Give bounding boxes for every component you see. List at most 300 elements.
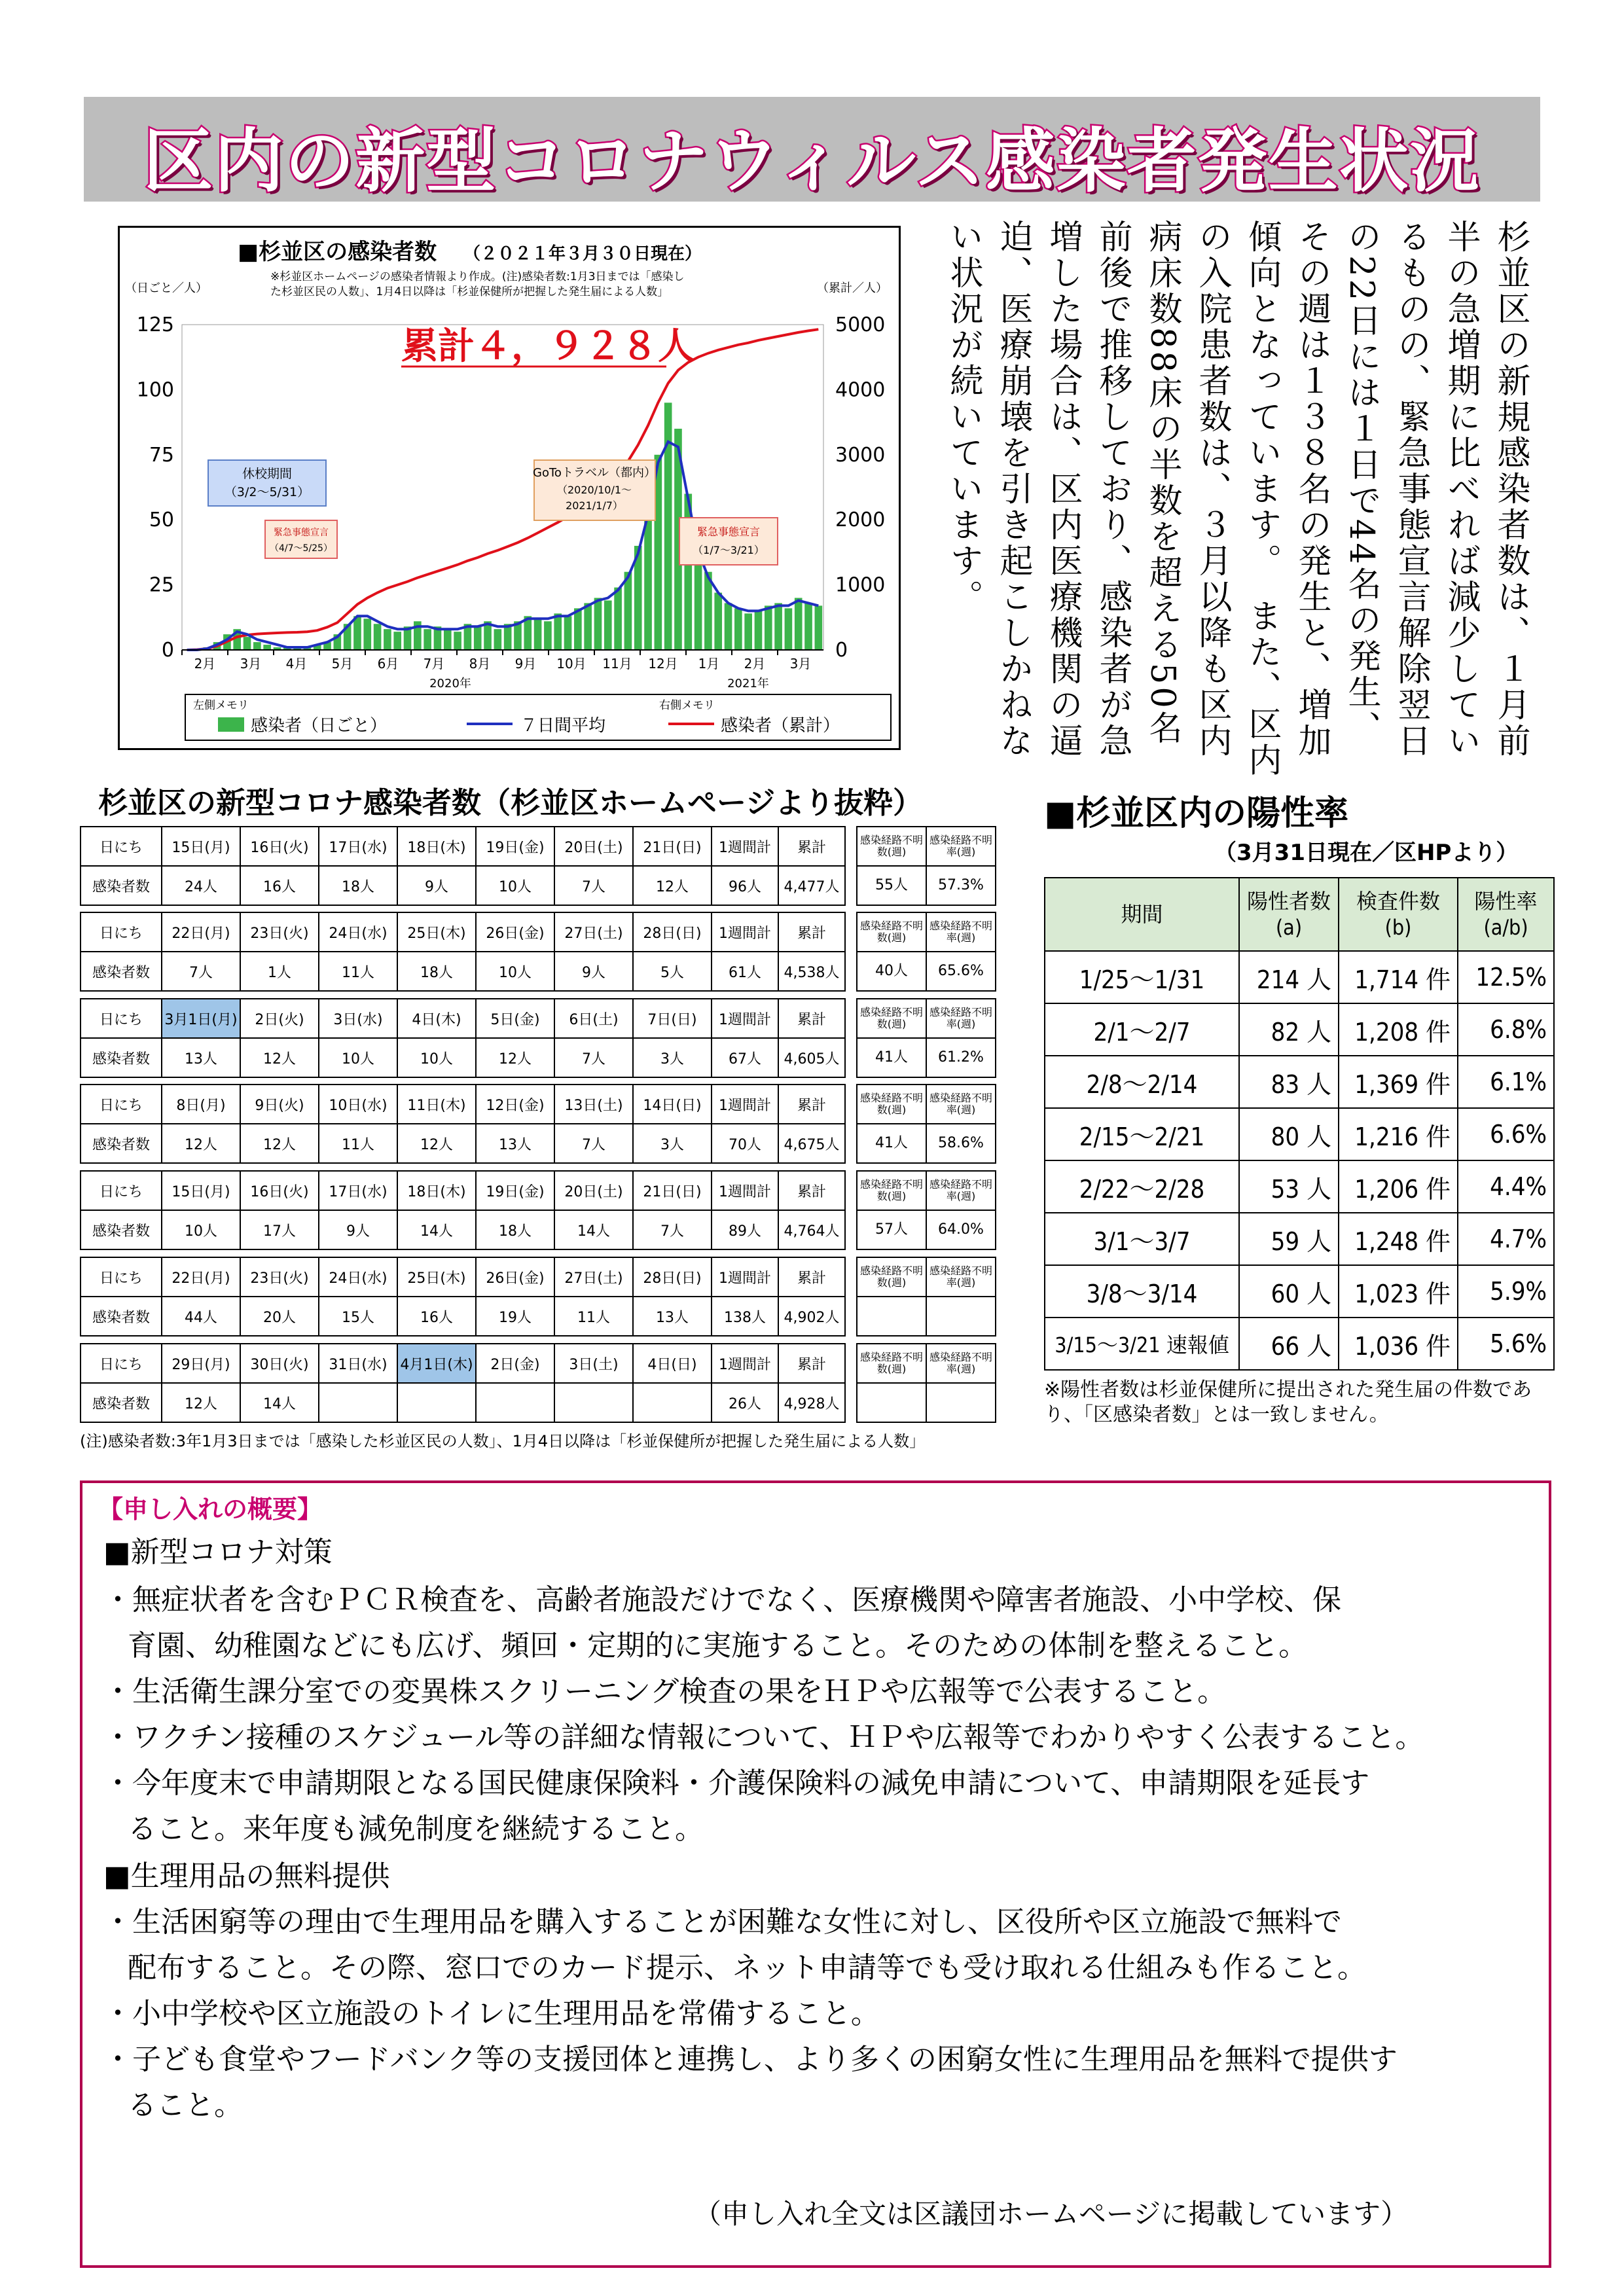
header-positive-label: 陽性者数: [1246, 889, 1331, 914]
route-value-row: [857, 1038, 996, 1077]
table-cell: 3月1日(月): [162, 999, 240, 1038]
header-rate-unit: (a/b): [1483, 915, 1528, 940]
weekly-table: [80, 826, 846, 906]
positivity-positive: 83 人: [1239, 1056, 1339, 1108]
proposal-item: 育園、幼稚園などにも広げ、頻回・定期的に実施すること。そのための体制を整えること。: [128, 1629, 1308, 1662]
route-unknown-table: [856, 1343, 996, 1423]
table-cell: 7人: [554, 1124, 633, 1163]
table-cell: 12人: [162, 1383, 240, 1422]
table-cell: 15日(月): [162, 827, 240, 866]
table-cell: 61人: [712, 952, 778, 991]
route-value: 57人: [857, 1210, 926, 1249]
table-cell: 16人: [397, 1297, 476, 1336]
legend-left-memo: 左側メモリ: [193, 699, 249, 712]
table-cell: 4,902人: [778, 1297, 845, 1336]
route-header: 感染経路不明率(週): [926, 999, 996, 1038]
count-row: [81, 952, 845, 991]
positivity-period: 2/15～2/21: [1045, 1108, 1239, 1160]
closure-range: （3/2～5/31）: [224, 485, 310, 499]
daily-bar: [384, 629, 391, 650]
daily-bar: [584, 603, 592, 650]
positivity-body: [1045, 951, 1554, 1370]
header-tests-unit: (b): [1384, 915, 1412, 940]
chart-note-1: ※杉並区ホームページの感染者情報より作成。(注)感染者数:1月3日までは「感染し: [270, 270, 685, 283]
table-cell: 1週間計: [712, 1257, 778, 1297]
daily-bar: [804, 603, 812, 650]
total-label: 累計４，９２８人: [401, 325, 695, 368]
title-banner: [84, 97, 1540, 202]
route-header-row: [857, 1171, 996, 1210]
route-value-row: [857, 1297, 996, 1336]
positivity-tests: 1,369 件: [1339, 1056, 1458, 1108]
route-header-row: [857, 1257, 996, 1297]
table-cell: 8日(月): [162, 1085, 240, 1124]
table-cell: 21日(日): [633, 1171, 712, 1210]
table-cell: 1週間計: [712, 912, 778, 952]
table-cell: 70人: [712, 1124, 778, 1163]
route-header: 感染経路不明数(週): [857, 999, 926, 1038]
table-cell: 7人: [162, 952, 240, 991]
emergency1-label: 緊急事態宣言: [274, 528, 329, 538]
x-tick-label: 5月: [331, 656, 353, 672]
daily-bar: [774, 603, 782, 650]
table-cell: 4,928人: [778, 1383, 845, 1422]
positivity-tests: 1,206 件: [1339, 1160, 1458, 1213]
positivity-period: 3/1～3/7: [1045, 1213, 1239, 1265]
route-header: 感染経路不明率(週): [926, 1344, 996, 1383]
left-tick-label: 125: [136, 314, 174, 336]
daily-bar: [734, 608, 742, 650]
table-cell: [554, 1383, 633, 1422]
positivity-row: [1045, 1318, 1554, 1370]
table-cell: 14人: [554, 1210, 633, 1249]
x-tick-label: 7月: [423, 656, 445, 672]
table-cell: 2日(火): [240, 999, 319, 1038]
table-cell: 27日(土): [554, 912, 633, 952]
proposal-item: ること。: [128, 2089, 243, 2122]
route-header: 感染経路不明数(週): [857, 827, 926, 866]
table-cell: 9日(火): [240, 1085, 319, 1124]
table-cell: 16日(火): [240, 827, 319, 866]
right-tick-label: 2000: [835, 509, 886, 532]
weekly-tables-title: 杉並区の新型コロナ感染者数（杉並区ホームページより抜粋）: [98, 785, 923, 820]
year-2021: 2021年: [727, 677, 769, 691]
proposal-item: ること。来年度も減免制度を継続すること。: [128, 1812, 704, 1846]
positivity-positive: 66 人: [1239, 1318, 1339, 1370]
positivity-rate: 4.7%: [1458, 1213, 1554, 1265]
table-cell: 12人: [162, 1124, 240, 1163]
proposal-item: ・無症状者を含むＰＣＲ検査を、高齢者施設だけでなく、医療機関や障害者施設、小中学校、保: [103, 1583, 1342, 1617]
table-cell: 10人: [397, 1038, 476, 1077]
positivity-period: 2/1～2/7: [1045, 1003, 1239, 1056]
header-rate-label: 陽性率: [1474, 889, 1538, 914]
right-tick-label: 5000: [835, 314, 886, 336]
table-cell: 4,538人: [778, 952, 845, 991]
positivity-rate: 5.6%: [1458, 1318, 1554, 1370]
table-cell: 27日(土): [554, 1257, 633, 1297]
table-cell: 18日(木): [397, 1171, 476, 1210]
table-cell: 感染者数: [81, 1124, 162, 1163]
table-cell: 5日(金): [476, 999, 554, 1038]
table-cell: 7日(日): [633, 999, 712, 1038]
page-title: 区内の新型コロナウィルス感染者発生状況: [143, 121, 1481, 202]
proposal-item: 配布すること。その際、窓口でのカード提示、ネット申請等でも受け取れる仕組みも作ること。: [128, 1951, 1366, 1984]
table-cell: 10人: [476, 866, 554, 905]
positivity-positive: 214 人: [1239, 951, 1339, 1003]
route-value-row: [857, 1210, 996, 1249]
positivity-row: [1045, 1265, 1554, 1318]
table-cell: 15人: [319, 1297, 397, 1336]
legend-avg: ７日間平均: [520, 716, 606, 736]
positivity-table: [1044, 877, 1555, 1371]
table-cell: 14人: [240, 1383, 319, 1422]
daily-bar: [765, 605, 772, 650]
positivity-rate: 4.4%: [1458, 1160, 1554, 1213]
route-value: 57.3%: [926, 866, 996, 905]
table-cell: 22日(月): [162, 912, 240, 952]
proposal-item: ・子ども食堂やフードバンク等の支援団体と連携し、より多くの困窮女性に生理用品を無料で提供す: [103, 2043, 1398, 2076]
route-value: 61.2%: [926, 1038, 996, 1077]
route-value-row: [857, 952, 996, 991]
table-cell: 日にち: [81, 1257, 162, 1297]
route-value-row: [857, 1124, 996, 1163]
daily-bar: [714, 593, 722, 650]
table-cell: 累計: [778, 1257, 845, 1297]
daily-bar: [594, 598, 602, 650]
proposal-section-sanitary: ■生理用品の無料提供: [103, 1859, 390, 1893]
positivity-positive: 82 人: [1239, 1003, 1339, 1056]
positivity-subtitle: （3月31日現在／区HPより）: [1214, 840, 1519, 866]
left-tick-label: 50: [149, 509, 174, 532]
route-value: [857, 1383, 926, 1422]
daily-bar: [744, 613, 752, 650]
table-cell: 感染者数: [81, 1210, 162, 1249]
route-unknown-table: [856, 826, 996, 906]
table-cell: 累計: [778, 912, 845, 952]
table-cell: 累計: [778, 1171, 845, 1210]
table-cell: 17日(水): [319, 1171, 397, 1210]
table-cell: 日にち: [81, 999, 162, 1038]
x-tick-label: 10月: [556, 656, 586, 672]
legend-daily-swatch: [218, 717, 244, 732]
daily-bar: [554, 613, 562, 650]
route-header: 感染経路不明率(週): [926, 827, 996, 866]
table-cell: 11人: [319, 1124, 397, 1163]
right-tick-label: 3000: [835, 443, 886, 467]
count-row: [81, 1038, 845, 1077]
positivity-tests: 1,216 件: [1339, 1108, 1458, 1160]
table-cell: 9人: [554, 952, 633, 991]
table-cell: 24人: [162, 866, 240, 905]
table-cell: 12人: [240, 1124, 319, 1163]
right-tick-label: 4000: [835, 378, 886, 402]
route-header-row: [857, 1344, 996, 1383]
daily-bar: [494, 629, 502, 650]
table-cell: 感染者数: [81, 1297, 162, 1336]
table-cell: 累計: [778, 999, 845, 1038]
weekly-table: [80, 998, 846, 1078]
emergency2-range: （1/7～3/21）: [693, 544, 765, 556]
daily-bar: [614, 588, 622, 650]
positivity-positive: 80 人: [1239, 1108, 1339, 1160]
daily-bar: [815, 605, 823, 650]
table-cell: 2日(金): [476, 1344, 554, 1383]
x-tick-label: 2月: [194, 656, 216, 672]
table-cell: 3人: [633, 1038, 712, 1077]
table-cell: 18日(木): [397, 827, 476, 866]
table-cell: 25日(木): [397, 1257, 476, 1297]
table-cell: 20日(土): [554, 1171, 633, 1210]
chart-title: ■杉並区の感染者数: [238, 239, 437, 265]
table-cell: 7人: [554, 1038, 633, 1077]
header-positive: [1239, 878, 1339, 951]
table-cell: 1週間計: [712, 999, 778, 1038]
left-tick-label: 75: [149, 443, 174, 467]
route-value: 40人: [857, 952, 926, 991]
table-cell: 19日(金): [476, 827, 554, 866]
positivity-title: ■杉並区内の陽性率: [1044, 794, 1349, 833]
table-cell: 日にち: [81, 1085, 162, 1124]
x-tick-label: 11月: [602, 656, 632, 672]
positivity-note: ※陽性者数は杉並保健所に提出された発生届の件数であり、「区感染者数」とは一致しません。: [1044, 1378, 1532, 1426]
daily-bar: [244, 637, 251, 650]
positivity-tests: 1,208 件: [1339, 1003, 1458, 1056]
table-cell: 12日(金): [476, 1085, 554, 1124]
daily-bar: [564, 616, 572, 650]
table-cell: 28日(日): [633, 912, 712, 952]
positivity-positive: 59 人: [1239, 1213, 1339, 1265]
table-cell: 20日(土): [554, 827, 633, 866]
weekly-table: [80, 912, 846, 992]
positivity-rate: 5.9%: [1458, 1265, 1554, 1318]
daily-bar: [604, 600, 612, 650]
daily-bar: [664, 403, 672, 650]
table-cell: 89人: [712, 1210, 778, 1249]
table-cell: 感染者数: [81, 1383, 162, 1422]
positivity-period: 2/8～2/14: [1045, 1056, 1239, 1108]
daily-bar: [393, 632, 401, 650]
route-header: 感染経路不明数(週): [857, 1344, 926, 1383]
header-tests: [1339, 878, 1458, 951]
daily-bar: [574, 608, 582, 650]
table-cell: 日にち: [81, 827, 162, 866]
weekly-note: (注)感染者数:3年1月3日までは「感染した杉並区民の人数」、1月4日以降は「杉並保健所が把握した発生届による人数」: [80, 1432, 926, 1450]
positivity-row: [1045, 1056, 1554, 1108]
table-cell: 1週間計: [712, 1171, 778, 1210]
table-cell: 29日(月): [162, 1344, 240, 1383]
table-cell: 23日(火): [240, 1257, 319, 1297]
chart-svg: [120, 228, 899, 748]
chart-date: （２０２１年３月３０日現在）: [463, 244, 702, 264]
daily-bar: [374, 624, 382, 650]
daily-bar: [263, 645, 271, 650]
table-cell: 10日(水): [319, 1085, 397, 1124]
table-cell: 感染者数: [81, 866, 162, 905]
table-cell: 17人: [240, 1210, 319, 1249]
daily-bar: [755, 611, 763, 650]
x-tick-label: 12月: [648, 656, 678, 672]
positivity-row: [1045, 1213, 1554, 1265]
count-row: [81, 1124, 845, 1163]
positivity-positive: 53 人: [1239, 1160, 1339, 1213]
header-tests-label: 検査件数: [1356, 889, 1440, 914]
table-cell: 4,477人: [778, 866, 845, 905]
route-unknown-table: [856, 998, 996, 1078]
table-cell: 4日(木): [397, 999, 476, 1038]
x-tick-label: 4月: [285, 656, 308, 672]
date-row: [81, 1171, 845, 1210]
route-value: [926, 1383, 996, 1422]
table-cell: 1週間計: [712, 827, 778, 866]
table-cell: 15日(月): [162, 1171, 240, 1210]
daily-bar: [544, 621, 552, 650]
goto-range-2: 2021/1/7）: [566, 499, 623, 512]
table-cell: 14日(日): [633, 1085, 712, 1124]
date-row: [81, 827, 845, 866]
table-cell: 16日(火): [240, 1171, 319, 1210]
emergency2-label: 緊急事態宣言: [696, 526, 761, 538]
table-cell: 11人: [554, 1297, 633, 1336]
table-cell: 感染者数: [81, 1038, 162, 1077]
year-2020: 2020年: [429, 677, 471, 691]
positivity-tests: 1,714 件: [1339, 951, 1458, 1003]
table-cell: 13人: [162, 1038, 240, 1077]
table-cell: 18人: [397, 952, 476, 991]
route-unknown-table: [856, 1170, 996, 1250]
table-cell: 6日(土): [554, 999, 633, 1038]
table-cell: 44人: [162, 1297, 240, 1336]
weekly-table: [80, 1084, 846, 1164]
route-value-row: [857, 1383, 996, 1422]
right-tick-label: 1000: [835, 573, 886, 597]
infection-chart: [118, 226, 901, 750]
table-cell: 9人: [397, 866, 476, 905]
table-cell: 11人: [319, 952, 397, 991]
table-cell: 67人: [712, 1038, 778, 1077]
table-cell: 日にち: [81, 912, 162, 952]
table-cell: 4日(日): [633, 1344, 712, 1383]
table-cell: 累計: [778, 1085, 845, 1124]
chart-note-2: た杉並区民の人数」、1月4日以降は「杉並保健所が把握した発生届による人数」: [270, 285, 669, 298]
x-tick-label: 3月: [789, 656, 812, 672]
table-cell: 1人: [240, 952, 319, 991]
goto-label: GoToトラベル（都内）: [533, 466, 656, 480]
route-header: 感染経路不明率(週): [926, 1257, 996, 1297]
route-value: 58.6%: [926, 1124, 996, 1163]
table-cell: 26日(金): [476, 912, 554, 952]
table-cell: 3日(水): [319, 999, 397, 1038]
positivity-tests: 1,248 件: [1339, 1213, 1458, 1265]
right-tick-label: 0: [835, 639, 848, 662]
table-cell: [633, 1383, 712, 1422]
left-axis-ticks: [137, 314, 174, 662]
x-tick-label: 9月: [514, 656, 537, 672]
positivity-rate: 6.6%: [1458, 1108, 1554, 1160]
legend-daily: 感染者（日ごと）: [251, 716, 388, 736]
x-axis-ticks: [182, 650, 823, 672]
route-header: 感染経路不明数(週): [857, 1171, 926, 1210]
date-row: [81, 1344, 845, 1383]
table-cell: 18人: [319, 866, 397, 905]
positivity-row: [1045, 1108, 1554, 1160]
proposal-section-covid: ■新型コロナ対策: [103, 1535, 333, 1569]
table-cell: 12人: [633, 866, 712, 905]
route-value: 55人: [857, 866, 926, 905]
table-cell: [319, 1383, 397, 1422]
positivity-row: [1045, 1003, 1554, 1056]
table-cell: 23日(火): [240, 912, 319, 952]
positivity-period: 3/15～3/21 速報値: [1045, 1318, 1239, 1370]
count-row: [81, 1297, 845, 1336]
table-cell: 感染者数: [81, 952, 162, 991]
table-cell: 10人: [162, 1210, 240, 1249]
x-tick-label: 6月: [377, 656, 399, 672]
positivity-header-row: [1045, 878, 1554, 951]
positivity-tests: 1,023 件: [1339, 1265, 1458, 1318]
emergency2-box: [679, 518, 778, 565]
narrative-text: 杉並区の新規感染者数は、１月前半の急増期に比べれば減少しているものの、緊急事態宣言解除翌日の22日には１日で44名の発生、その週は１３８名の発生と、増加傾向となっています。 また、区内の入院患者数は、３月以降も区内病床数88床の半数を超える50名前後で推移しており、感染者が急増した場合は、区内医療機関の逼迫、医療崩壊を引き起こしかねない状況が続いています。: [944, 219, 1530, 779]
daily-bar: [353, 616, 361, 650]
table-cell: 10人: [319, 1038, 397, 1077]
route-unknown-table: [856, 1257, 996, 1336]
route-header-row: [857, 999, 996, 1038]
right-axis-unit: （累計／人）: [817, 281, 888, 295]
weekly-table: [80, 1170, 846, 1250]
route-value: 64.0%: [926, 1210, 996, 1249]
count-row: [81, 1210, 845, 1249]
positivity-rate: 12.5%: [1458, 951, 1554, 1003]
table-cell: 7人: [554, 866, 633, 905]
date-row: [81, 912, 845, 952]
table-cell: 25日(木): [397, 912, 476, 952]
positivity-rate: 6.8%: [1458, 1003, 1554, 1056]
x-tick-label: 2月: [744, 656, 766, 672]
table-cell: 24日(水): [319, 1257, 397, 1297]
table-cell: 4,675人: [778, 1124, 845, 1163]
table-cell: 12人: [240, 1038, 319, 1077]
table-cell: 16人: [240, 866, 319, 905]
route-header: 感染経路不明率(週): [926, 912, 996, 952]
route-header: 感染経路不明数(週): [857, 912, 926, 952]
positivity-row: [1045, 951, 1554, 1003]
route-header: 感染経路不明率(週): [926, 1171, 996, 1210]
header-positive-unit: (a): [1275, 915, 1303, 940]
emergency1-range: （4/7～5/25）: [270, 543, 333, 554]
table-cell: 累計: [778, 827, 845, 866]
daily-bar: [785, 608, 793, 650]
route-unknown-table: [856, 912, 996, 992]
route-header-row: [857, 827, 996, 866]
daily-bar: [474, 626, 482, 650]
route-value: 41人: [857, 1124, 926, 1163]
table-cell: 3日(土): [554, 1344, 633, 1383]
table-cell: 4月1日(木): [397, 1344, 476, 1383]
table-cell: [397, 1383, 476, 1422]
table-cell: 日にち: [81, 1171, 162, 1210]
table-cell: 26日(金): [476, 1257, 554, 1297]
table-cell: 22日(月): [162, 1257, 240, 1297]
table-cell: 19人: [476, 1297, 554, 1336]
daily-bar: [795, 598, 803, 650]
route-value: 41人: [857, 1038, 926, 1077]
table-cell: 12人: [397, 1124, 476, 1163]
positivity-row: [1045, 1160, 1554, 1213]
route-header-row: [857, 1085, 996, 1124]
table-cell: 4,605人: [778, 1038, 845, 1077]
table-cell: 13日(土): [554, 1085, 633, 1124]
table-cell: 5人: [633, 952, 712, 991]
daily-bar: [624, 572, 632, 650]
